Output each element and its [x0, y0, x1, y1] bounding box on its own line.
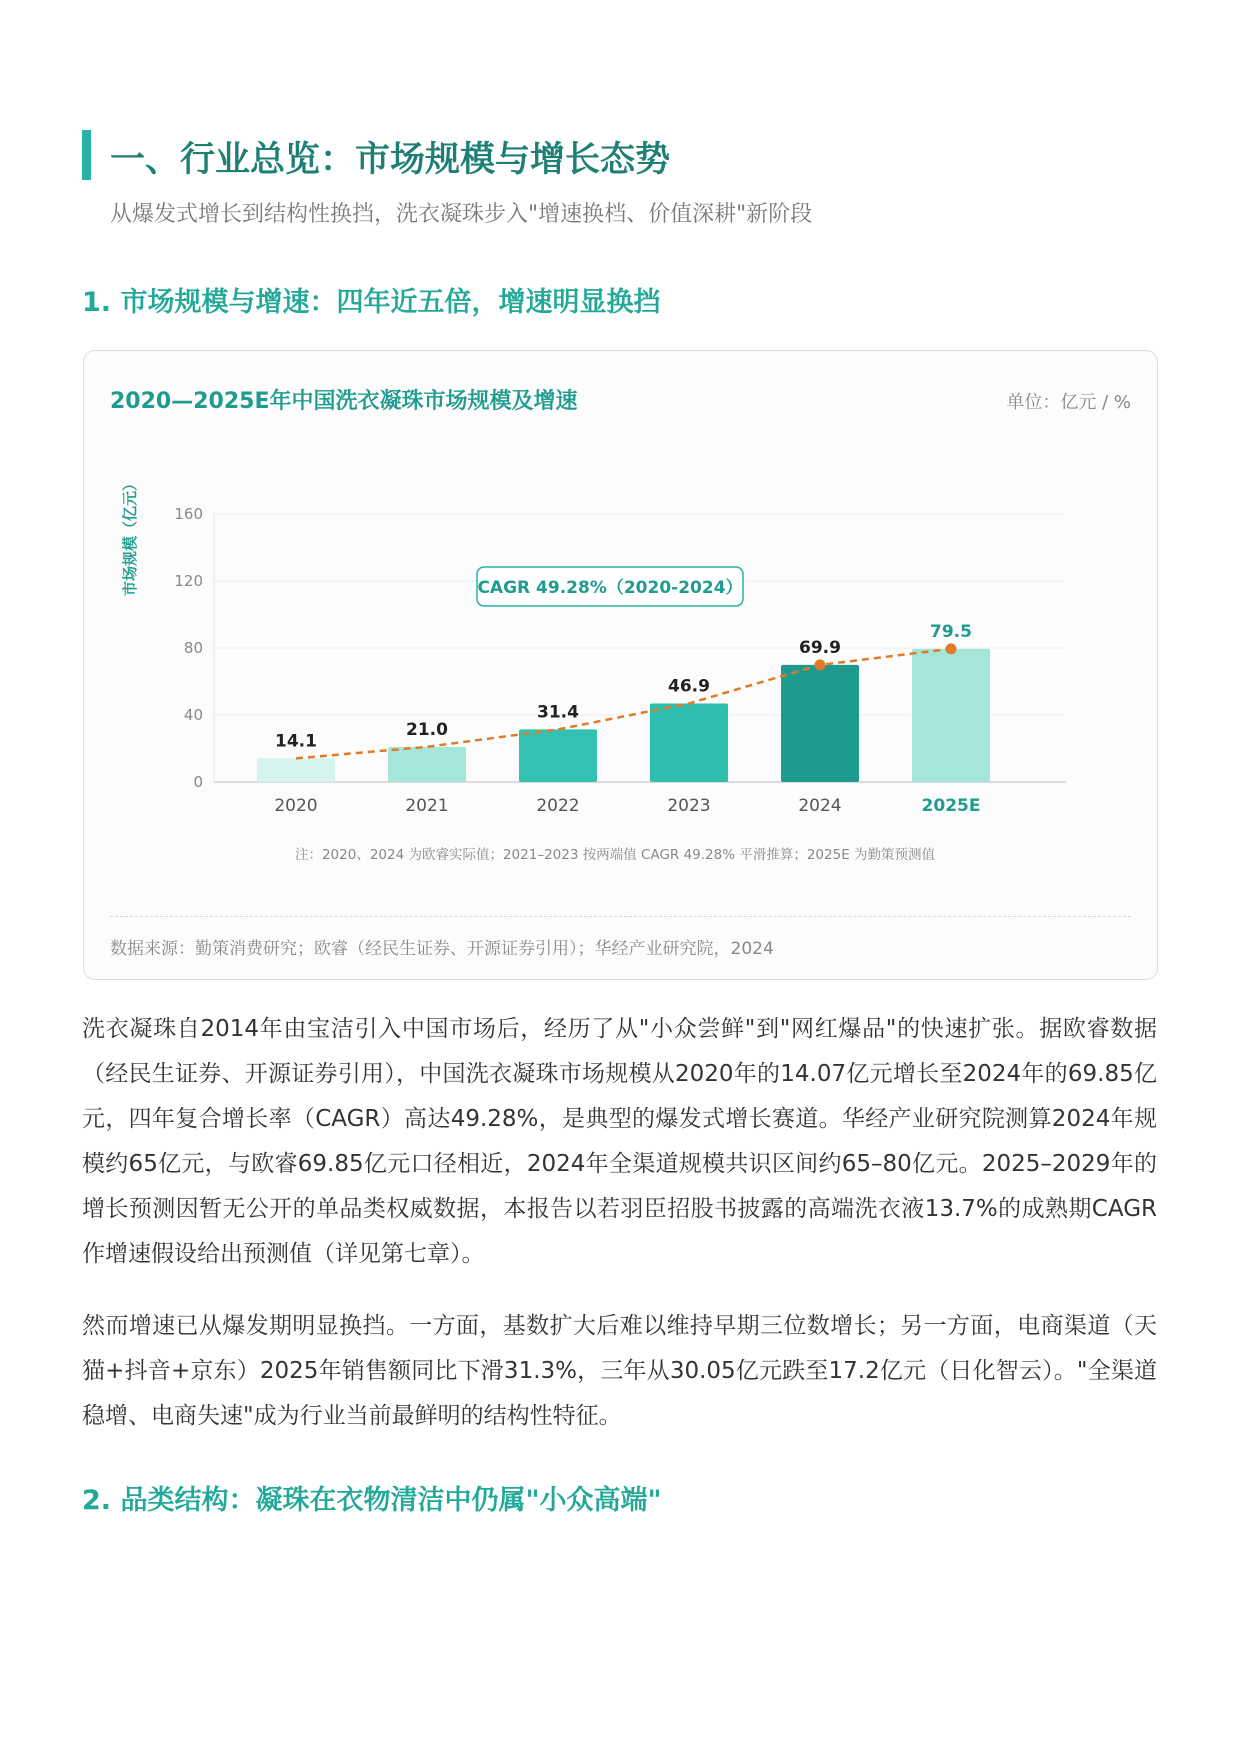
data-label: 46.9 [668, 676, 710, 697]
data-label: 31.4 [537, 702, 579, 723]
y-tick-label: 0 [193, 773, 203, 791]
x-tick-label: 2023 [667, 796, 711, 816]
y-tick-label: 160 [174, 505, 203, 523]
cagr-annotation [477, 567, 743, 606]
subsection-2-title: 2. 品类结构：凝珠在衣物清洁中仍属"小众高端" [82, 1485, 662, 1516]
body-paragraph-1: 洗衣凝珠自2014年由宝洁引入中国市场后，经历了从"小众尝鲜"到"网红爆品"的快速扩张。据欧睿数据（经民生证券、开源证券引用），中国洗衣凝珠市场规模从2020年的14.07亿元增长至2024年的69.85亿元，四年复合增长率（CAGR）高达49.28%，是典型的爆发式增长赛道。华经产业研究院测算2024年规模约65亿元，与欧睿69.85亿元口径相近，2024年全渠道规模共识区间约65–80亿元。2025–2029年的增长预测因暂无公开的单品类权威数据，本报告以若羽臣招股书披露的高端洗衣液13.7%的成熟期CAGR作增速假设给出预测值（详见第七章）。 [82, 1016, 1157, 1267]
data-label: 79.5 [930, 621, 972, 642]
cagr-annotation-text: CAGR 49.28%（2020-2024） [477, 578, 743, 598]
bar-2021 [388, 747, 466, 782]
x-tick-label: 2020 [274, 796, 318, 816]
trend-point-2024 [815, 659, 826, 670]
trend-point-2025E [946, 643, 957, 654]
chart-unit: 单位：亿元 / % [1006, 392, 1131, 413]
y-tick-label: 40 [183, 706, 203, 724]
body-paragraph-2: 然而增速已从爆发期明显换挡。一方面，基数扩大后难以维持早期三位数增长；另一方面，电商渠道（天猫+抖音+京东）2025年销售额同比下滑31.3%，三年从30.05亿元跌至17.2亿元（日化智云）。"全渠道稳增、电商失速"成为行业当前最鲜明的结构性特征。 [82, 1313, 1157, 1429]
data-label: 21.0 [406, 719, 448, 740]
y-tick-label: 80 [183, 639, 203, 657]
x-tick-label: 2025E [921, 796, 981, 816]
y-tick-label: 120 [174, 572, 203, 590]
subsection-1-title: 1. 市场规模与增速：四年近五倍，增速明显换挡 [82, 287, 661, 318]
bar-2023 [650, 703, 728, 782]
x-tick-label: 2024 [798, 796, 842, 816]
section-title: 一、行业总览：市场规模与增长态势 [110, 140, 671, 180]
x-tick-label: 2022 [536, 796, 580, 816]
chart-note: 注：2020、2024 为欧睿实际值；2021–2023 按两端值 CAGR 49.28% 平滑推算；2025E 为勤策预测值 [294, 847, 936, 863]
x-tick-label: 2021 [405, 796, 449, 816]
bar-2025E [912, 649, 990, 782]
y-axis-label: 市场规模（亿元） [121, 475, 139, 597]
chart-card [83, 350, 1158, 980]
data-label: 14.1 [275, 731, 317, 752]
section-accent-bar [82, 130, 91, 180]
bar-2022 [519, 729, 597, 782]
bar-2024 [781, 665, 859, 782]
chart-title: 2020—2025E年中国洗衣凝珠市场规模及增速 [110, 389, 578, 414]
data-label: 69.9 [799, 637, 841, 658]
section-subtitle: 从爆发式增长到结构性换挡，洗衣凝珠步入"增速换档、价值深耕"新阶段 [110, 202, 813, 227]
card-divider [110, 916, 1131, 917]
bar-2020 [257, 758, 335, 782]
chart-source: 数据来源：勤策消费研究；欧睿（经民生证券、开源证券引用）；华经产业研究院，2024 [110, 939, 774, 959]
market-size-chart [84, 351, 1157, 911]
